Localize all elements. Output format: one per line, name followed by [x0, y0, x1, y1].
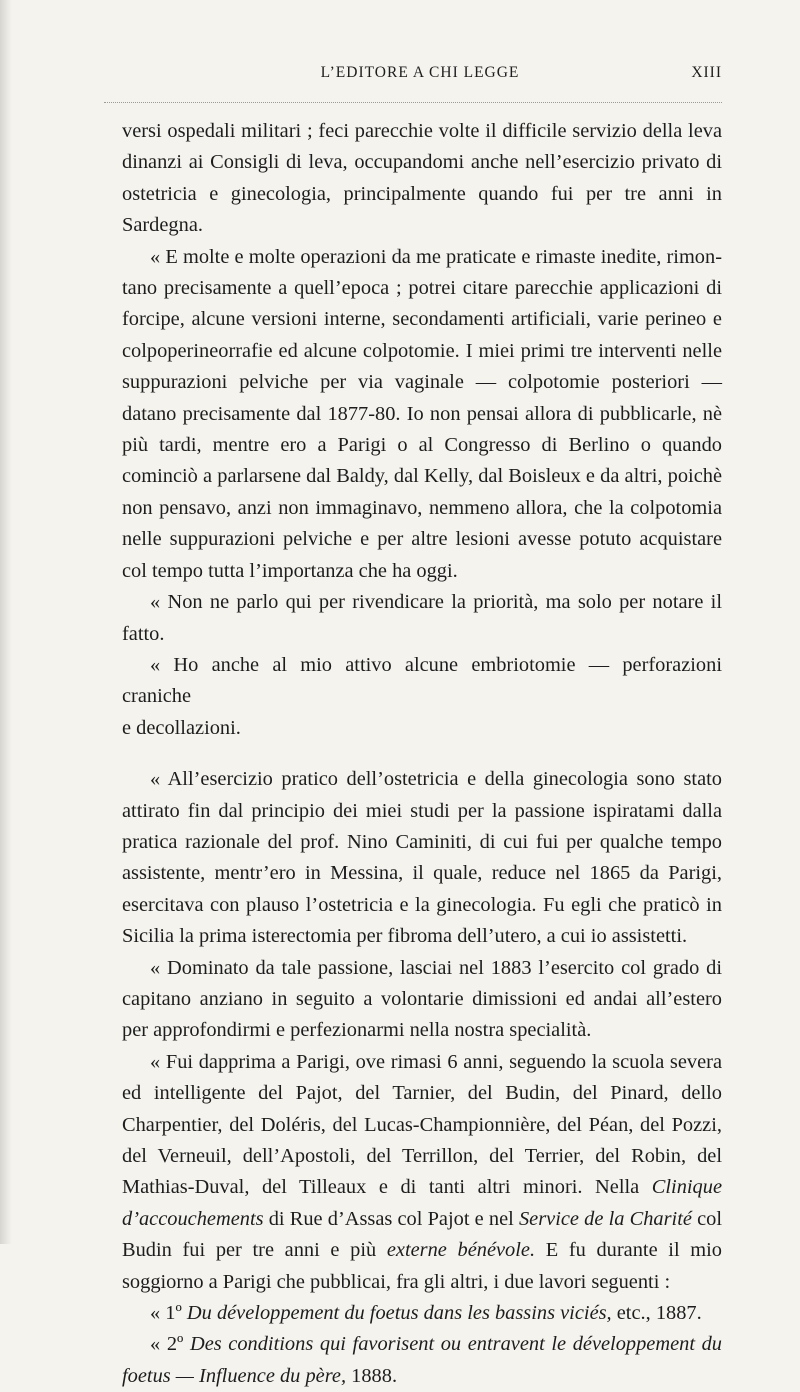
paragraph-2: « E molte e molte operazioni da me praticate e rimaste inedite, rimontano precisamente a quell’epoca ; potrei citare parecchie applicazioni di forcipe, alcune versioni interne, secondamenti artificiali, varie perineo e colpoperineorrafie ed alcune colpotomie. I miei primi tre interventi nelle suppurazioni pelviche per via vaginale — colpotomie posteriori — datano precisamente dal 1877-80. Io non pensai allora di pubblicarle, nè più tardi, mentre ero a Parigi o al Congresso di Berlino o quando cominciò a parlarsene dal Baldy, dal Kelly, dal Boisleux e da altri, poichè non pensavo, anzi non immaginavo, nemmeno allora, che la colpotomia nelle suppurazioni pelviche e per altre lesioni avesse potuto acquistare col tempo tutta l’importanza che ha oggi.: [122, 245, 722, 582]
publication-2-title: Des conditions qui favorisent ou entravent le développement du foetus — Influence du père,: [122, 1333, 722, 1387]
publication-1-date: etc., 1887.: [611, 1302, 702, 1325]
paragraph-8-text-4: E fu durante il mio soggiorno a Parigi che pubblicai, fra gli altri, i due lavori seguenti :: [122, 1239, 722, 1293]
paragraph-8-text-3: col Budin fui per tre anni e più: [122, 1207, 723, 1262]
paragraph-8: [122, 1047, 722, 1298]
running-head: [118, 64, 722, 92]
paragraph-5: e decollazioni.: [122, 716, 241, 739]
publication-2-date: 1888.: [346, 1364, 398, 1387]
body-text: [122, 116, 722, 1392]
publication-1-number: « 1º: [150, 1302, 187, 1325]
publication-2: [122, 1329, 722, 1392]
paragraph-8-text-1: « Fui dapprima a Parigi, ove rimasi 6 anni, seguendo la scuola severa ed intelligente del Pajot, del Tarnier, del Budin, del Pinard, dello Charpentier, del Doléris, del Lucas-Championnière, del Péan, del Pozzi, del Verneuil, dell’Apostoli, del Terrillon, del Terrier, del Robin, del Mathias-Duval, del Tilleaux e di tanti altri minori. Nella: [122, 1050, 722, 1199]
page-spine-shadow: [0, 0, 12, 1244]
publication-2-number: « 2º: [150, 1333, 190, 1356]
paragraph-1: versi ospedali militari ; feci parecchie volte il difficile servizio della leva dinanzi ai Consigli di leva, occupandomi anche nell’esercizio privato di ostetricia e ginecologia, principalmente quando fui per tre anni in Sardegna.: [122, 120, 722, 237]
externe-benevole: externe bénévole.: [386, 1239, 536, 1262]
paragraph-8-text-2: di Rue d’Assas col Pajot e nel: [263, 1207, 519, 1230]
publication-1: [122, 1298, 722, 1329]
title-service-charite: Service de la Charité: [518, 1207, 692, 1230]
paragraph-4: « Ho anche al mio attivo alcune embriotomie — perforazioni craniche: [122, 653, 722, 708]
title-clinique-accouchements: Clinique d’accouchements: [122, 1176, 722, 1230]
paragraph-3: « Non ne parlo qui per rivendicare la priorità, ma solo per notare il fatto.: [122, 591, 722, 645]
running-title: L’EDITORE A CHI LEGGE: [320, 64, 520, 81]
header-rule: [104, 102, 722, 103]
paragraph-7: « Dominato da tale passione, lasciai nel 1883 l’esercito col grado di capitano anziano in seguito a volontarie dimissioni ed andai all’estero per approfondirmi e perfezionarmi nella nostra specialità.: [122, 956, 722, 1042]
publication-1-title: Du développement du foetus dans les bassins viciés,: [186, 1302, 612, 1325]
page-number: XIII: [691, 64, 722, 81]
paragraph-6: « All’esercizio pratico dell’ostetricia e della ginecologia sono stato attirato fin dal principio dei miei studi per la passione ispiratami dalla pratica razionale del prof. Nino Caminiti, di cui fui per qualche tempo assistente, mentr’ero in Messina, il quale, reduce nel 1865 da Parigi, esercitava con plauso l’ostetricia e la ginecologia. Fu egli che praticò in Sicilia la prima isterectomia per fibroma dell’utero, a cui io assistetti.: [122, 768, 722, 948]
